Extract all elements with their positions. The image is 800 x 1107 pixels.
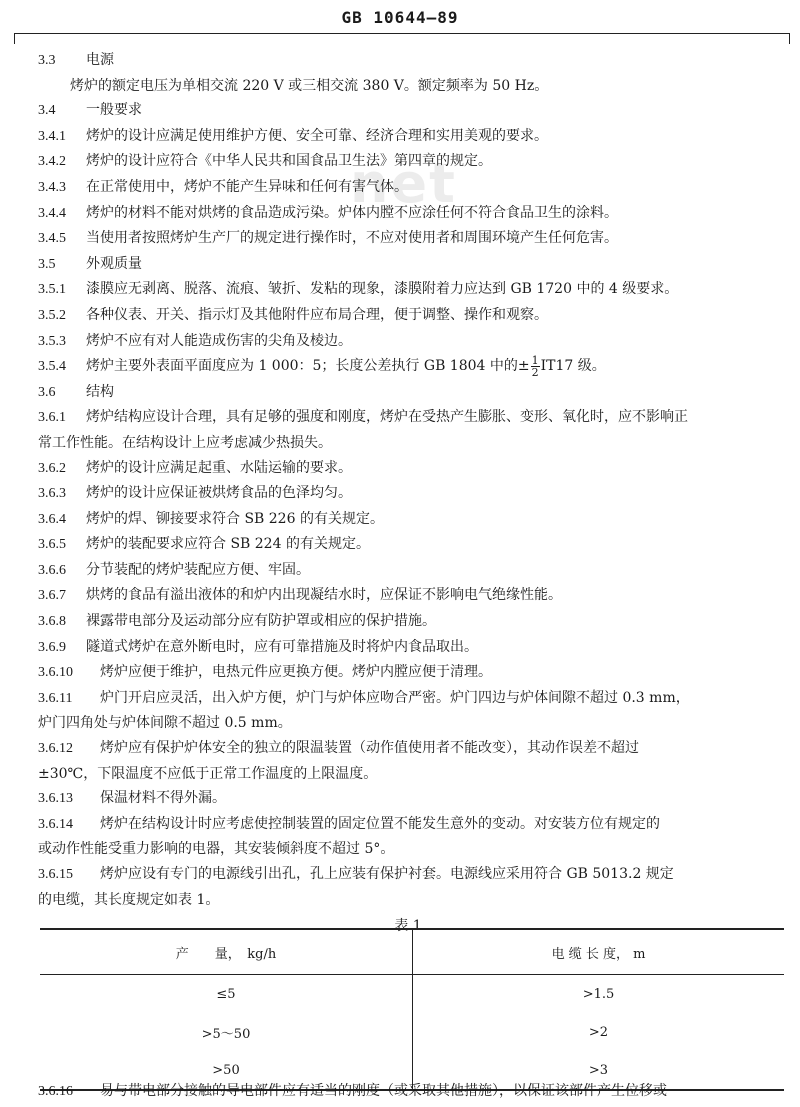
clause-line: [38, 635, 778, 661]
clause-number: 3.6.16: [38, 1084, 73, 1099]
table-cell: >2: [588, 1024, 609, 1040]
clause-number: 3.6.9: [38, 639, 66, 655]
header-tick-right: [789, 34, 790, 44]
clause-line: [38, 98, 778, 124]
table-header-cable-length: 电 缆 长 度， m: [413, 929, 785, 975]
clause-line: [38, 149, 778, 175]
clause-number: 3.6.11: [38, 690, 73, 706]
clause-text: 烤炉的装配要求应符合 SB 224 的有关规定。: [86, 536, 370, 553]
clause-text: 烤炉在结构设计时应考虑使控制装置的固定位置不能发生意外的变动。对安装方位有规定的: [100, 815, 660, 832]
clause-text: 当使用者按照烤炉生产厂的规定进行操作时，不应对使用者和周围环境产生任何危害。: [86, 230, 618, 247]
clause-text: 烤炉的材料不能对烘烤的食品造成污染。炉体内膛不应涂任何不符合食品卫生的涂料。: [86, 204, 618, 221]
table-cell: >50: [40, 1051, 413, 1090]
document-body: [38, 48, 778, 938]
clause-text: 烤炉的设计应符合《中华人民共和国食品卫生法》第四章的规定。: [86, 153, 492, 170]
clause-line: [38, 405, 778, 431]
clause-text: 电源: [86, 52, 114, 68]
clause-line: [38, 329, 778, 355]
clause-line: [38, 837, 778, 862]
clause-number: 3.6.6: [38, 562, 66, 578]
section-list-2: [38, 380, 778, 912]
clause-text: 烤炉不应有对人能造成伤害的尖角及棱边。: [86, 332, 352, 349]
clause-line: [38, 226, 778, 252]
clause-number: 3.6: [38, 384, 56, 400]
clause-line: [38, 252, 778, 278]
clause-text: 一般要求: [86, 102, 142, 119]
clause-text: 漆膜应无剥离、脱落、流痕、皱折、发粘的现象，漆膜附着力应达到 GB 1720 中的 4 级要求。: [86, 281, 679, 298]
clause-line: [38, 175, 778, 201]
clause-line: [38, 660, 778, 686]
clause-text: ±30℃，下限温度不应低于正常工作温度的上限温度。: [38, 765, 378, 782]
table-header-row: [40, 929, 784, 975]
clause-text: 炉门四角处与炉体间隙不超过 0.5 mm。: [38, 715, 292, 732]
cable-length-table: [40, 928, 784, 1091]
table-cell: >1.5: [582, 986, 615, 1002]
clause-text: 隧道式烤炉在意外断电时，应有可靠措施及时将炉内食品取出。: [86, 638, 478, 655]
clause-text: 各种仪表、开关、指示灯及其他附件应布局合理，便于调整、操作和观察。: [86, 306, 548, 323]
clause-number: 3.6.14: [38, 816, 73, 832]
clause-text: 裸露带电部分及运动部分应有防护罩或相应的保护措施。: [86, 613, 436, 630]
clause-text: 在正常使用中，烤炉不能产生异味和任何有害气体。: [86, 178, 408, 195]
clause-line: [38, 532, 778, 558]
clause-text: 烤炉的设计应满足起重、水陆运输的要求。: [86, 459, 352, 476]
clause-text: 分节装配的烤炉装配应方便、牢固。: [86, 561, 310, 578]
table-header-output: 产 量， kg/h: [40, 929, 413, 975]
clause-text: 烤炉主要外表面平面度应为 1 000：5；长度公差执行 GB 1804 中的±: [86, 358, 530, 375]
clause-line: [38, 786, 778, 812]
clause-line: [38, 380, 778, 406]
clause-number: 3.5: [38, 256, 56, 272]
section-list-1: [38, 48, 778, 354]
clause-number: 3.6.3: [38, 486, 66, 502]
table-cell: >5～50: [40, 1013, 413, 1051]
clause-line: [38, 711, 778, 736]
clause-text: 烤炉的焊、铆接要求符合 SB 226 的有关规定。: [86, 510, 384, 527]
clause-text: 外观质量: [86, 255, 142, 272]
table-row: [40, 1013, 784, 1051]
fraction-numerator: 1: [531, 353, 539, 367]
clause-number: 3.4.3: [38, 179, 66, 195]
clause-line: [38, 583, 778, 609]
table-cell: >3: [413, 1051, 785, 1090]
clause-text: 结构: [86, 383, 114, 400]
clause-line: [38, 277, 778, 303]
table-cell: ≤5: [40, 975, 413, 1014]
clause-3-5-4: [38, 354, 778, 380]
clause-number: 3.6.5: [38, 537, 66, 553]
clause-number: 3.6.12: [38, 741, 73, 757]
clause-number: 3.4.4: [38, 205, 66, 221]
clause-line: [38, 762, 778, 787]
clause-line: [38, 736, 778, 762]
clause-text: 烤炉的设计应满足使用维护方便、安全可靠、经济合理和实用美观的要求。: [86, 127, 548, 144]
clause-line: [38, 812, 778, 838]
clause-number: 3.4.1: [38, 128, 66, 144]
clause-3-6-16: [38, 1080, 788, 1100]
clause-text: 烤炉应设有专门的电源线引出孔，孔上应装有保护衬套。电源线应采用符合 GB 5013.2 规定: [100, 866, 674, 882]
clause-number: 3.6.1: [38, 410, 66, 426]
clause-number: 3.5.4: [38, 359, 66, 375]
clause-text: 的电缆，其长度规定如表 1。: [38, 891, 220, 908]
table-title: 表 1: [394, 918, 422, 935]
clause-number: 3.5.2: [38, 307, 66, 323]
clause-line: [38, 456, 778, 482]
table-row: [40, 975, 784, 1014]
clause-number: 3.4.5: [38, 231, 66, 247]
clause-text: 烤炉应有保护炉体安全的独立的限温装置（动作值使用者不能改变），其动作误差不超过: [100, 740, 639, 757]
clause-text: 烤炉的额定电压为单相交流 220 V 或三相交流 380 V。额定频率为 50 Hz。: [70, 77, 549, 94]
clause-text: 炉门开启应灵活，出入炉方便，炉门与炉体应吻合严密。炉门四边与炉体间隙不超过 0.3 mm，: [100, 689, 690, 706]
clause-text: 或动作性能受重力影响的电器，其安装倾斜度不超过 5°。: [38, 841, 395, 858]
clause-line: [38, 48, 778, 74]
clause-line: [38, 303, 778, 329]
clause-line: [38, 888, 778, 913]
clause-text: 烤炉结构应设计合理，具有足够的强度和刚度，烤炉在受热产生膨胀、变形、氧化时，应不影响正: [86, 409, 688, 426]
clause-number: 3.6.2: [38, 460, 66, 476]
clause-line: [38, 201, 778, 227]
clause-number: 3.6.4: [38, 511, 66, 527]
header-rule: [14, 33, 790, 34]
clause-line: [38, 558, 778, 584]
clause-text: 烘烤的食品有溢出液体的和炉内出现凝结水时，应保证不影响电气绝缘性能。: [86, 587, 562, 604]
clause-line: [38, 609, 778, 635]
page-header: [0, 0, 800, 36]
clause-number: 3.6.13: [38, 791, 73, 807]
clause-line: [38, 862, 778, 888]
fraction-denominator: 2: [531, 365, 539, 379]
clause-text-after: IT17 级。: [540, 358, 606, 375]
clause-text: 烤炉的设计应保证被烘烤食品的色泽均匀。: [86, 485, 352, 502]
clause-number: 3.6.8: [38, 614, 66, 630]
clause-number: 3.5.3: [38, 333, 66, 349]
clause-number: 3.4.2: [38, 154, 66, 170]
clause-line: [38, 74, 778, 99]
clause-number: 3.5.1: [38, 282, 66, 298]
clause-number: 3.4: [38, 103, 56, 119]
clause-line: [38, 124, 778, 150]
clause-line: [38, 686, 778, 712]
clause-number: 3.6.7: [38, 588, 66, 604]
clause-line: [38, 481, 778, 507]
clause-number: 3.6.15: [38, 867, 73, 882]
clause-line: [38, 431, 778, 456]
clause-text: 易与带电部分接触的导电部件应有适当的刚度（或采取其他措施），以保证该部件产生位移或: [100, 1083, 667, 1099]
clause-line: [38, 507, 778, 533]
header-tick-left: [14, 34, 15, 44]
fraction: [531, 355, 540, 378]
clause-text: 常工作性能。在结构设计上应考虑减少热损失。: [38, 434, 332, 451]
clause-text: 烤炉应便于维护，电热元件应更换方便。烤炉内膛应便于清理。: [100, 664, 492, 681]
clause-text: 保温材料不得外漏。: [100, 790, 226, 807]
watermark: net: [350, 152, 457, 215]
clause-number: 3.3: [38, 53, 56, 68]
standard-number: GB 10644—89: [341, 8, 459, 27]
clause-number: 3.6.10: [38, 665, 73, 681]
